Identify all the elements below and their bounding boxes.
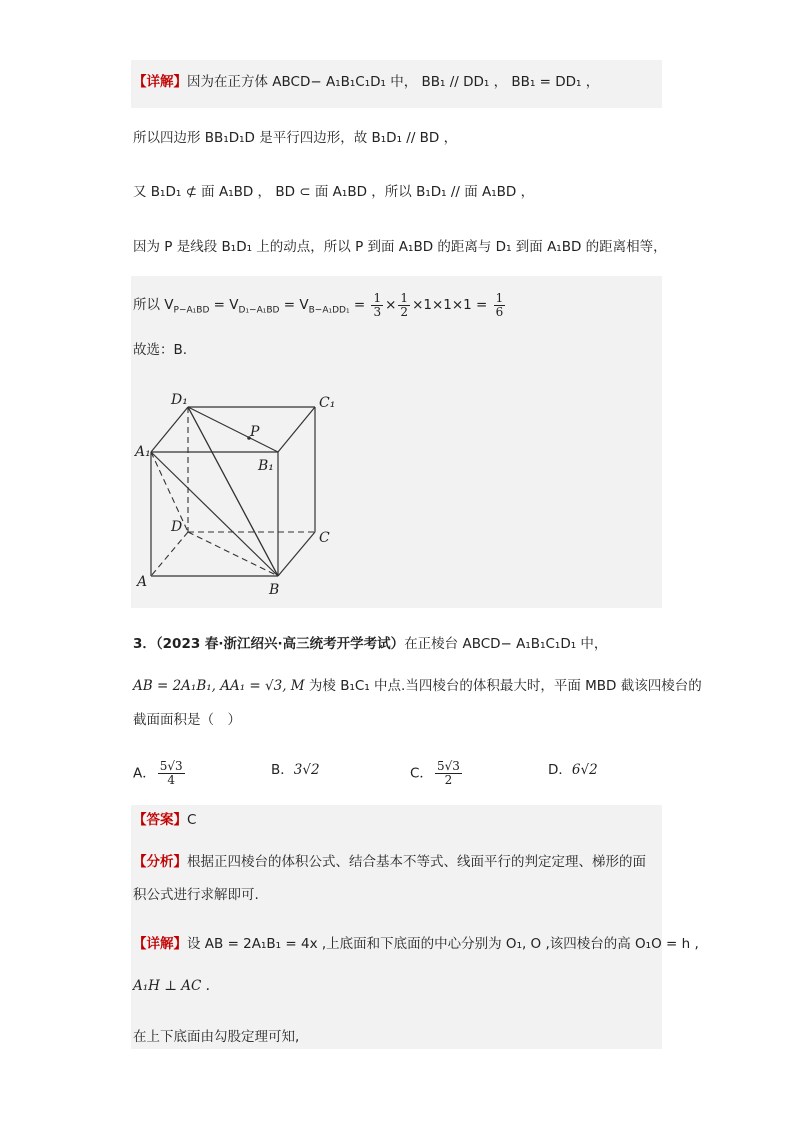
volume-equation: 所以 $V_{P-A_1BD} = V_{D_1-A_1BD} = V_{B-A_1DD_1}$ = $\frac{1}{3}$ × $\frac{1}{2}$ ×1×1×1 = $\frac{1}{6}$	[133, 290, 504, 319]
label-B: B	[269, 582, 280, 598]
edge-CB	[278, 532, 315, 576]
problem-3-header	[133, 634, 607, 654]
cube-figure	[131, 380, 662, 608]
solution-text: 因为 P 是线段 B₁D₁ 上的动点，所以 P 到面 A₁BD 的距离与 D₁ 到面 A₁BD 的距离相等，	[133, 239, 667, 255]
problem-condition-text: 为棱 B₁C₁ 中点.当四棱台的体积最大时，平面 MBD 截该四棱台的	[304, 678, 702, 694]
label-D: D	[171, 519, 183, 535]
label-D1: D₁	[171, 392, 188, 408]
detail-tag-2: 【详解】	[133, 936, 187, 952]
fraction-one-half: $\frac{1}{2}$	[400, 290, 409, 319]
fraction-one-sixth: $\frac{1}{6}$	[495, 290, 504, 319]
solution-line-4	[133, 237, 667, 257]
solution-line-1	[133, 72, 599, 92]
solution-line-3	[133, 182, 534, 202]
label-P: P	[250, 424, 260, 440]
detail-line-1: 【详解】设 AB = 2A₁B₁ = 4x ,上底面和下底面的中心分别为 O₁, O ,该四棱台的高 O₁O = h ,	[133, 936, 699, 952]
problem-condition-math: AB = 2A₁B₁, AA₁ = √3, M	[133, 678, 305, 694]
solution-text: 又 B₁D₁ ⊄ 面 A₁BD ， BD ⊂ 面 A₁BD ，所以 B₁D₁ // 面 A₁BD ，	[133, 184, 535, 200]
cube-diagram	[131, 380, 662, 608]
answer-tag: 【答案】	[133, 812, 187, 828]
option-d: D．6√2	[548, 762, 598, 778]
option-c-fraction: $\frac{5√3}{2}$	[436, 759, 460, 787]
detail-line-2: A₁H ⊥ AC .	[133, 978, 210, 994]
problem-stem: 在正棱台 ABCD− A₁B₁C₁D₁ 中，	[404, 636, 608, 652]
detail-tag: 【详解】	[133, 74, 187, 90]
option-b: B．3√2	[271, 762, 320, 778]
label-A: A	[137, 574, 148, 590]
label-B1: B₁	[258, 458, 274, 474]
answer-value: C	[187, 812, 197, 828]
problem-source: （2023 春·浙江绍兴·高三统考开学考试）	[155, 636, 405, 652]
analysis-line-2: 积公式进行求解即可.	[133, 887, 259, 903]
problem-3-question: 截面面积是（ ）	[133, 712, 241, 728]
choice-line: 故选：B.	[133, 342, 188, 358]
label-C: C	[319, 530, 330, 546]
option-c: C． $\frac{5√3}{2}$	[410, 759, 460, 787]
analysis-line-1: 【分析】根据正四棱台的体积公式、结合基本不等式、线面平行的判定定理、梯形的面	[133, 854, 646, 870]
edge-C1B1	[278, 407, 315, 452]
fraction-one-third: $\frac{1}{3}$	[373, 290, 382, 319]
answer-band	[131, 805, 662, 1049]
option-a-fraction: $\frac{5√3}{4}$	[159, 759, 183, 787]
hidden-segment-DB	[188, 532, 278, 576]
hidden-edge-DA	[151, 532, 188, 576]
solution-text: 因为在正方体 ABCD− A₁B₁C₁D₁ 中， BB₁ // DD₁ ， BB₁ = DD₁ ，	[187, 74, 600, 90]
hidden-segment-D1B-dash	[188, 407, 278, 576]
label-A1: A₁	[135, 444, 151, 460]
solution-line-2	[133, 128, 457, 148]
edge-A1D1	[151, 407, 188, 452]
solution-text: 所以四边形 BB₁D₁D 是平行四边形，故 B₁D₁ // BD ，	[133, 130, 458, 146]
label-C1: C₁	[319, 395, 336, 411]
segment-D1B1	[188, 407, 278, 452]
analysis-tag: 【分析】	[133, 854, 187, 870]
option-a: A． $\frac{5√3}{4}$	[133, 759, 183, 787]
problem-number: 3．	[133, 636, 156, 652]
problem-3-stem	[133, 676, 702, 696]
detail-line-3: 在上下底面由勾股定理可知,	[133, 1029, 300, 1045]
hidden-segment-A1D	[151, 452, 188, 532]
answer-line	[133, 810, 196, 830]
